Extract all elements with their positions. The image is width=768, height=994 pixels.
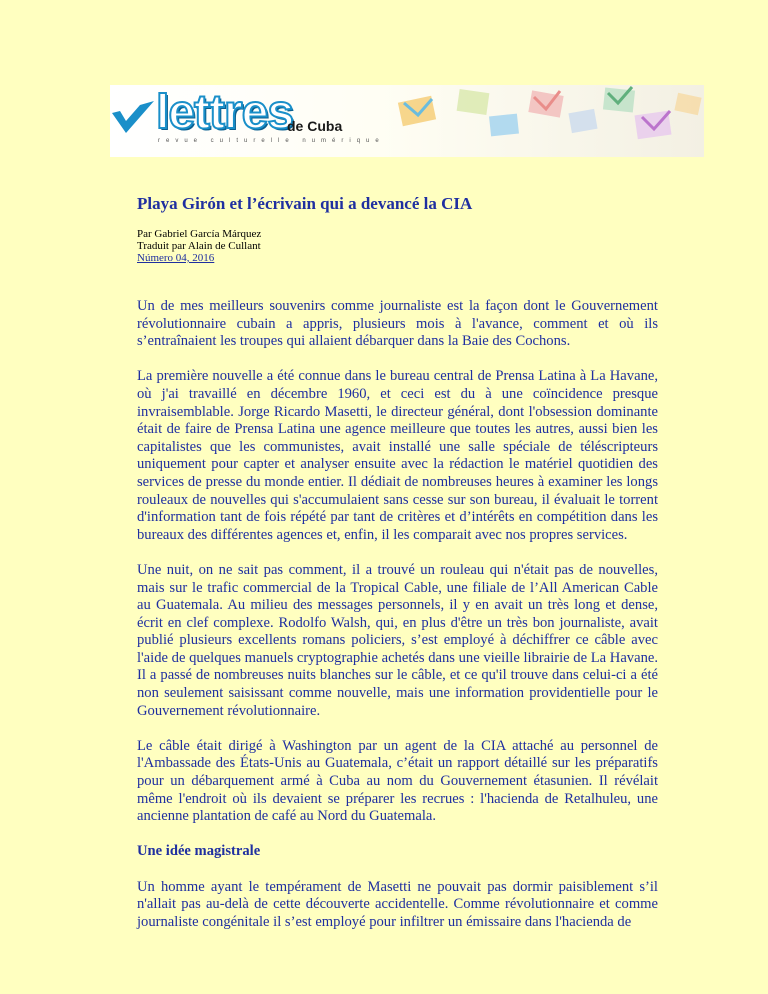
paragraph-1: Un de mes meilleurs souvenirs comme journaliste est la façon dont le Gouvernement révolutionnaire cubain a appris, plusieurs mois à l'avance, comment et où ils s’entraînaient les troupes qui allaient débarquer dans la Baie des Cochons. <box>137 298 658 350</box>
article-byline <box>137 228 261 264</box>
header-banner <box>110 85 704 157</box>
envelopes-decoration-icon <box>380 85 704 157</box>
author-line: Par Gabriel García Márquez <box>137 228 262 240</box>
translator-line: Traduit par Alain de Cullant <box>137 240 261 252</box>
checkmark-logo-icon <box>110 99 156 139</box>
paragraph-4: Le câble était dirigé à Washington par un agent de la CIA attaché au personnel de l'Ambassade des États-Unis au Guatemala, c’était un rapport détaillé sur les préparatifs pour un débarquement armé à Cuba au nom du Gouvernement étasunien. Il révélait même l'endroit où ils devaient se préparer les recrues : l'hacienda de Retalhuleu, une ancienne plantation de café au Nord du Guatemala. <box>137 737 658 825</box>
logo-wordmark: lettres <box>156 86 294 139</box>
section-subheading: Une idée magistrale <box>137 843 261 860</box>
logo-tagline: revue culturelle numérique <box>158 138 385 144</box>
article-body <box>137 298 658 949</box>
logo-suffix: de Cuba <box>287 118 343 134</box>
paragraph-2: La première nouvelle a été connue dans le bureau central de Prensa Latina à La Havane, où j'ai travaillé en décembre 1960, et ceci est du à une coïncidence presque invraisemblable. Jorge Ricardo Masetti, le directeur général, dont l'obsession dominante était de faire de Prensa Latina une agence meilleure que toutes les autres, aussi bien les capitalistes que les communistes, avait installé une salle spéciale de téléscripteurs uniquement pour capter et analyser ensuite avec la rédaction le matériel quotidien des services de presse du monde entier. Il dédiait de nombreuses heures à examiner les longs rouleaux de nouvelles qui s'accumulaient sans cesse sur son bureau, il évaluait le torrent d'information tant de fois répété par tant de critères et d’intérêts en compétition dans les bureaux des différentes agences et, enfin, il les comparait avec nos propres services. <box>137 368 658 543</box>
article-title: Playa Girón et l’écrivain qui a devancé la CIA <box>137 194 473 213</box>
paragraph-5: Un homme ayant le tempérament de Masetti ne pouvait pas dormir paisiblement s’il n'allait pas au-delà de cette découverte accidentelle. Comme révolutionnaire et comme journaliste congénitale il s’est employé pour infiltrer un émissaire dans l'hacienda de <box>137 878 658 930</box>
issue-link[interactable]: Número 04, 2016 <box>137 252 215 264</box>
paragraph-3: Une nuit, on ne sait pas comment, il a trouvé un rouleau qui n'était pas de nouvelles, mais sur le trafic commercial de la Tropical Cable, une filiale de l’All American Cable au Guatemala. Au milieu des messages personnels, il y en avait un très long et dense, écrit en clef complexe. Rodolfo Walsh, qui, en plus d'être un très bon journaliste, avait publié plusieurs excellents romans policiers, s’est employé à déchiffrer ce câble avec l'aide de quelques manuels cryptographie achetés dans une vieille librairie de La Havane. Il a passé de nombreuses nuits blanches sur le câble, et ce qu'il trouve dans celui-ci a été non seulement saisissant comme nouvelle, mais une information providentielle pour le Gouvernement révolutionnaire. <box>137 561 658 719</box>
